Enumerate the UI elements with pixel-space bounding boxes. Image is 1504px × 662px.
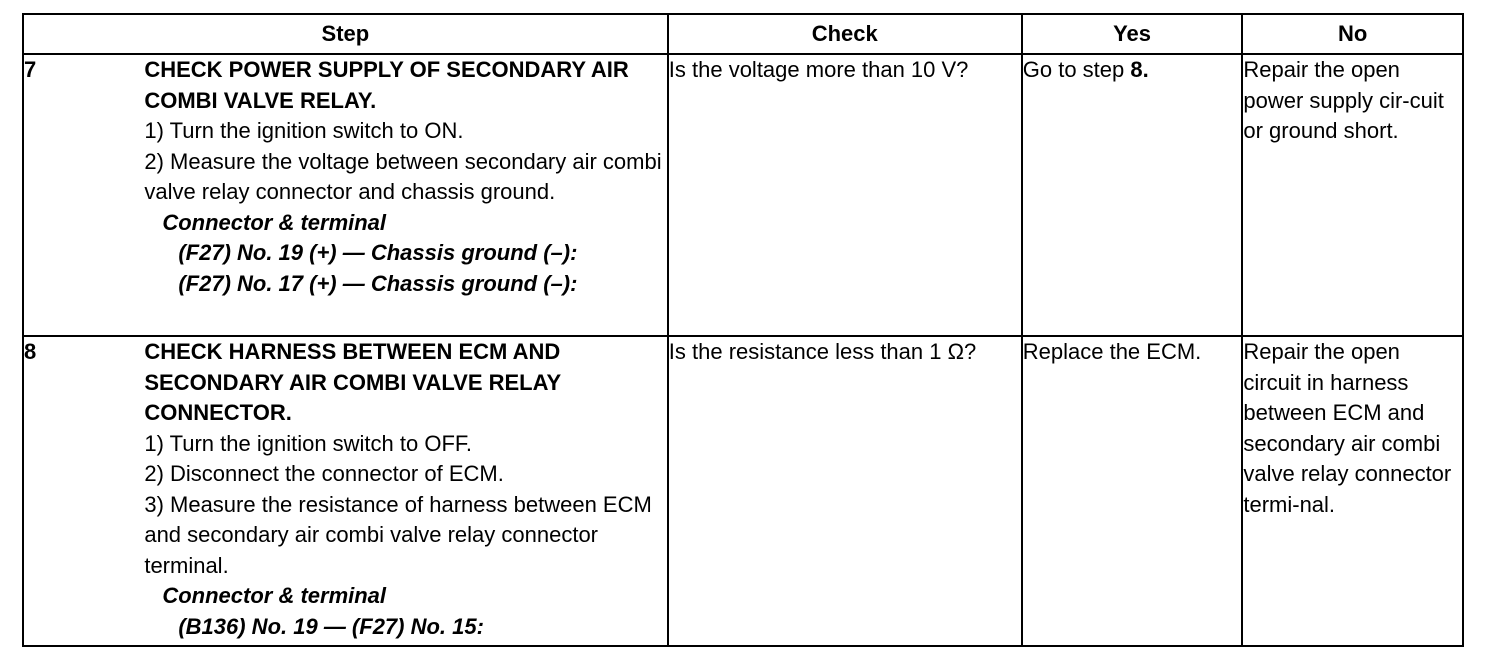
check-cell: Is the voltage more than 10 V? xyxy=(668,54,1022,336)
yes-step-ref: 8. xyxy=(1130,57,1149,82)
header-check: Check xyxy=(668,14,1022,54)
instruction: 2) Disconnect the connector of ECM. xyxy=(144,461,504,486)
no-cell: Repair the open power supply cir-cuit or ground short. xyxy=(1242,54,1463,336)
yes-cell xyxy=(1022,54,1243,336)
connector-terminal-label: Connector & terminal xyxy=(162,209,387,235)
step-title: CHECK HARNESS BETWEEN ECM AND SECONDARY AIR COMBI VALVE RELAY CONNECTOR. xyxy=(144,339,561,425)
check-cell: Is the resistance less than 1 Ω? xyxy=(668,336,1022,646)
step-cell xyxy=(144,336,667,646)
connector-terminal-label: Connector & terminal xyxy=(162,583,387,608)
step-number: 7 xyxy=(23,54,144,336)
header-step: Step xyxy=(23,14,668,54)
step-cell xyxy=(144,54,667,336)
yes-cell: Replace the ECM. xyxy=(1022,336,1243,646)
header-yes: Yes xyxy=(1022,14,1243,54)
connector-terminal-item: (F27) No. 17 (+) — Chassis ground (–): xyxy=(178,270,578,296)
header-row xyxy=(23,14,1463,54)
instruction: 1) Turn the ignition switch to OFF. xyxy=(144,430,473,456)
table-row-step-8 xyxy=(23,336,1463,646)
connector-terminal-item: (F27) No. 19 (+) — Chassis ground (–): xyxy=(178,240,578,265)
instruction: 3) Measure the resistance of harness between ECM and secondary air combi valve relay connector terminal. xyxy=(144,491,652,578)
instruction: 2) Measure the voltage between secondary air combi valve relay connector and chassis ground. xyxy=(144,148,662,204)
no-cell: Repair the open circuit in harness between ECM and secondary air combi valve relay connector termi-nal. xyxy=(1242,336,1463,646)
step-number: 8 xyxy=(23,336,144,646)
header-no: No xyxy=(1242,14,1463,54)
connector-terminal-item: (B136) No. 19 — (F27) No. 15: xyxy=(178,613,484,639)
yes-text: Go to step xyxy=(1022,57,1131,82)
diagnostic-table xyxy=(22,13,1464,647)
table-row-step-7 xyxy=(23,54,1463,336)
instruction: 1) Turn the ignition switch to ON. xyxy=(144,118,464,143)
step-title: CHECK POWER SUPPLY OF SECONDARY AIR COMBI VALVE RELAY. xyxy=(144,57,629,113)
